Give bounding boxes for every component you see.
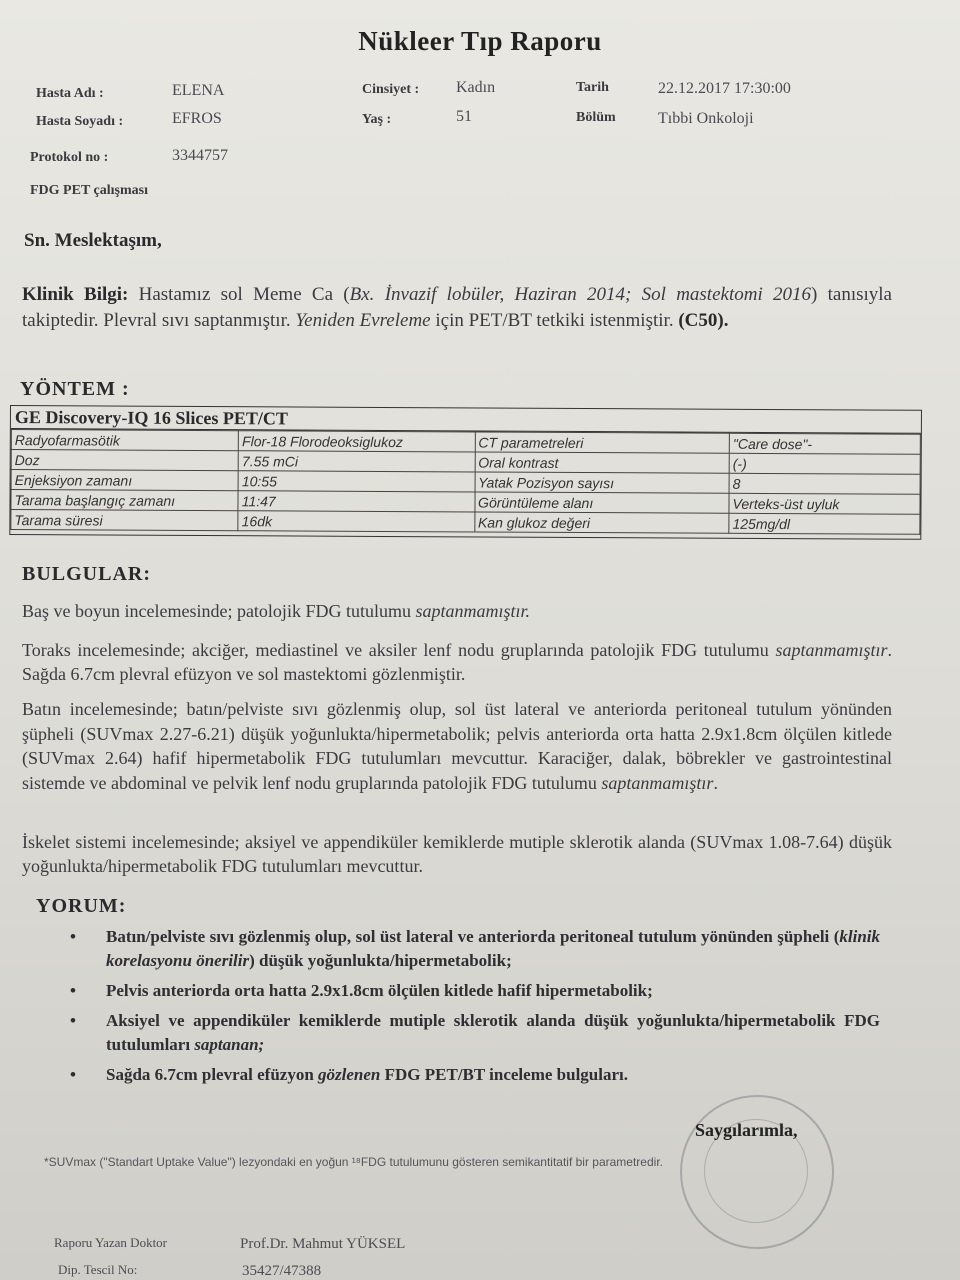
protocol-number: 3344757 xyxy=(172,147,228,164)
param-name-cell: Tarama süresi xyxy=(11,510,238,531)
param-value-cell: 16dk xyxy=(238,511,474,532)
page-title: Nükleer Tıp Raporu xyxy=(358,26,602,56)
findings-skeleton: İskelet sistemi incelemesinde; aksiyel ve appendiküler kemiklerde mutiple sklerotik alanda (SUVmax 1.08-7.64) düşük yoğunlukta/hipermetabolik FDG tutulumları mevcuttur. xyxy=(22,832,892,876)
bullet-icon: • xyxy=(70,1011,76,1030)
method-parameters-table xyxy=(10,429,921,535)
suvmax-footnote: *SUVmax ("Standart Uptake Value") lezyondaki en yoğun ¹⁸FDG tutulumunu gösteren semikantitatif bir parametredir. xyxy=(44,1155,663,1169)
findings-heading: BULGULAR: xyxy=(22,563,152,585)
param-name-cell: Yatak Pozisyon sayısı xyxy=(475,472,730,493)
param-value-cell: 7.55 mCi xyxy=(238,451,474,472)
gender-value: Kadın xyxy=(456,79,496,96)
study-type: FDG PET çalışması xyxy=(30,183,148,198)
bullet-icon: • xyxy=(70,927,76,946)
param-value-cell: 11:47 xyxy=(238,491,474,512)
device-name: GE Discovery-IQ 16 Slices PET/CT xyxy=(11,406,921,434)
signature-closing: Saygılarımla, xyxy=(695,1120,798,1140)
greeting: Sn. Meslektaşım, xyxy=(24,230,162,251)
param-name-cell: Doz xyxy=(11,450,238,471)
param-value-cell: 8 xyxy=(729,473,920,494)
bullet-icon: • xyxy=(70,981,76,1000)
param-value-cell: Verteks-üst uyluk xyxy=(729,493,920,514)
patient-surname-label: Hasta Soyadı : xyxy=(36,114,124,129)
registration-label: Dip. Tescil No: xyxy=(58,1262,138,1277)
param-value-cell: "Care dose"- xyxy=(729,433,920,454)
age-value: 51 xyxy=(456,108,472,125)
method-heading: YÖNTEM : xyxy=(20,378,130,400)
patient-name: ELENA xyxy=(172,82,225,99)
bullet-icon: • xyxy=(70,1065,76,1084)
findings-head-neck: Baş ve boyun incelemesinde; patolojik FDG tutulumu saptanmamıştır. xyxy=(22,601,530,621)
comment-list xyxy=(70,925,880,1093)
comment-item: • Batın/pelviste sıvı gözlenmiş olup, sol üst lateral ve anteriorda peritoneal tutulum yönünden şüpheli (klinik korelasyonu önerilir) düşük yoğunlukta/hipermetabolik; xyxy=(70,927,880,970)
comment-heading: YORUM: xyxy=(36,895,127,917)
protocol-label: Protokol no : xyxy=(30,150,109,165)
param-name-cell: Tarama başlangıç zamanı xyxy=(11,490,238,511)
param-name-cell: Radyofarmasötik xyxy=(11,430,238,451)
stamp-seal xyxy=(680,1095,834,1249)
method-row xyxy=(11,510,920,535)
findings-abdomen: Batın incelemesinde; batın/pelviste sıvı gözlenmiş olup, sol üst lateral ve anteriorda peritoneal tutulum yönünden şüpheli (SUVmax 2.27-6.21) düşük yoğunlukta/hipermetabolik; pelvis anteriorda orta hatta 2.9x1.8cm ölçülen kitlede (SUVmax 2.64) hafif hipermetabolik FDG tutulumları mevcuttur. Karaciğer, dalak, böbrekler ve gastrointestinal sistemde ve abdominal ve pelvik lenf nodu gruplarında patolojik FDG tutulumu saptanmamıştır. xyxy=(22,699,892,793)
param-name-cell: Görüntüleme alanı xyxy=(475,492,730,513)
age-label: Yaş : xyxy=(362,112,392,127)
department-label: Bölüm xyxy=(576,110,616,125)
param-name-cell: CT parametreleri xyxy=(475,432,730,453)
param-value-cell: Flor-18 Florodeoksiglukoz xyxy=(239,431,475,452)
patient-name-label: Hasta Adı : xyxy=(36,86,104,101)
param-value-cell: (-) xyxy=(729,453,920,474)
comment-item: • Sağda 6.7cm plevral efüzyon gözlenen FDG PET/BT inceleme bulguları. xyxy=(70,1063,880,1087)
comment-item: • Aksiyel ve appendiküler kemiklerde mutiple sklerotik alanda düşük yoğunlukta/hipermetabolik FDG tutulumları saptanan; xyxy=(70,1011,880,1054)
date-value: 22.12.2017 17:30:00 xyxy=(658,80,791,97)
gender-label: Cinsiyet : xyxy=(362,82,420,97)
registration-number: 35427/47388 xyxy=(242,1263,322,1279)
department-value: Tıbbi Onkoloji xyxy=(658,110,754,127)
param-name-cell: Oral kontrast xyxy=(475,452,730,473)
doctor-name: Prof.Dr. Mahmut YÜKSEL xyxy=(240,1236,406,1252)
param-name-cell: Kan glukoz değeri xyxy=(474,512,729,533)
comment-item: • Pelvis anteriorda orta hatta 2.9x1.8cm ölçülen kitlede hafif hipermetabolik; xyxy=(70,979,880,1003)
method-table-box xyxy=(9,405,922,540)
param-name-cell: Enjeksiyon zamanı xyxy=(11,470,238,491)
patient-surname: EFROS xyxy=(172,110,222,127)
date-label: Tarih xyxy=(576,80,609,95)
doctor-label: Raporu Yazan Doktor xyxy=(54,1235,168,1250)
param-value-cell: 125mg/dl xyxy=(729,513,920,534)
param-value-cell: 10:55 xyxy=(238,471,474,492)
clinical-info-label: Klinik Bilgi: xyxy=(22,284,129,305)
clinical-info-paragraph: Klinik Bilgi: Hastamız sol Meme Ca (Bx. İnvazif lobüler, Haziran 2014; Sol mastektomi 2016) tanısıyla takiptedir. Plevral sıvı saptanmıştır. Yeniden Evreleme için PET/BT tetkiki istenmiştir. (C50). xyxy=(22,284,892,331)
findings-thorax: Toraks incelemesinde; akciğer, mediastinel ve aksiler lenf nodu gruplarında patolojik FDG tutulumu saptanmamıştır. Sağda 6.7cm plevral efüzyon ve sol mastektomi gözlenmiştir. xyxy=(22,640,892,684)
